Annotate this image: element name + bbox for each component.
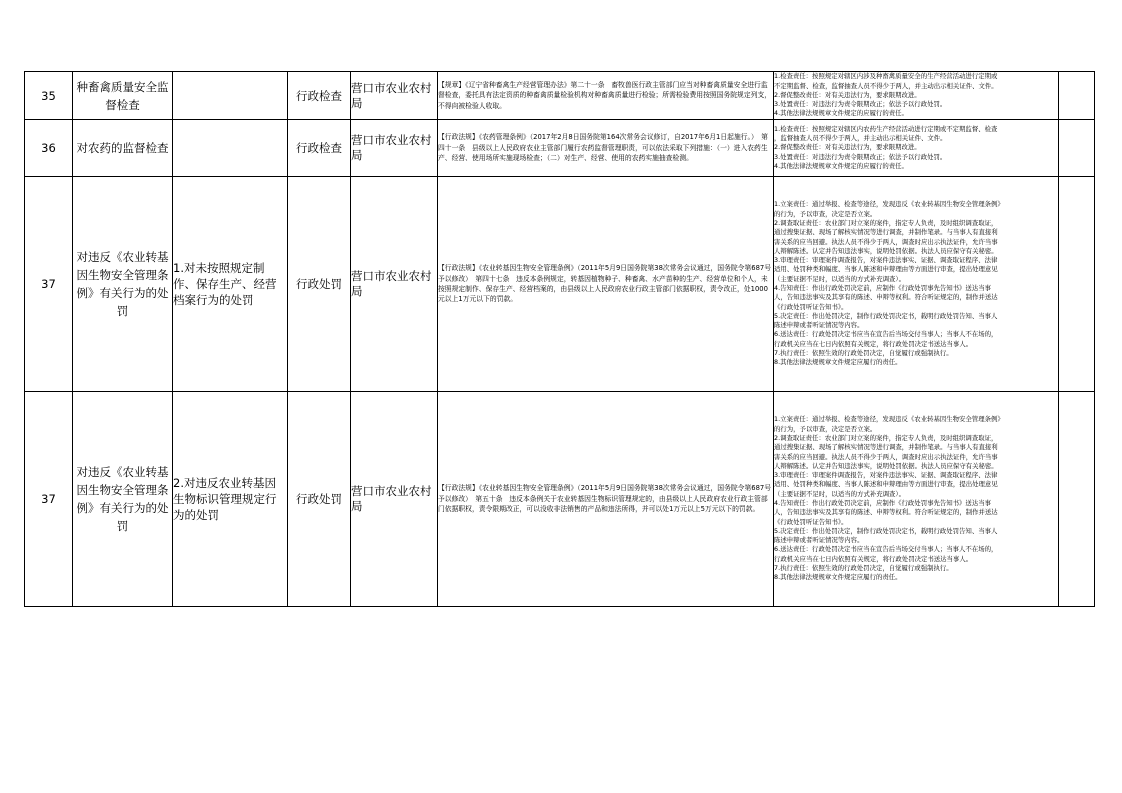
responsibility-item: 2.调查取证责任：农业部门对立案的案件，指定专人负责，及时组织调查取证，	[774, 218, 998, 227]
responsibility-item: 人辩解陈述。认定并告知违法事实，说明处罚依据。执法人员应保守有关秘密。	[774, 246, 998, 255]
item-type: 行政检查	[288, 72, 351, 120]
remarks-cell	[1059, 72, 1095, 120]
item-type: 行政检查	[288, 120, 351, 177]
responsibility-item: 4.告知责任：作出行政处罚决定前，应制作《行政处罚事先告知书》送达当事	[774, 284, 991, 292]
responsibility-item: 不定期监督、检查，监督抽查人员不得少于两人，并主动出示相关证件、文件。	[774, 81, 998, 90]
department: 营口市农业农村局	[351, 177, 438, 392]
responsibility-item: （主要证据不足时，以适当的方式补充调查）。	[774, 274, 906, 283]
item-name: 对违反《农业转基因生物安全管理条例》有关行为的处罚	[73, 392, 173, 607]
responsibility-item: 5.决定责任：作出处罚决定，制作行政处罚决定书，载明行政处罚告知、当事人	[774, 526, 998, 535]
responsibility-item: 2.督促整改责任：对有关违法行为，要求限期改进。	[774, 143, 921, 152]
department: 营口市农业农村局	[351, 120, 438, 177]
responsibility-item: 6.送达责任：行政处罚决定书应当在宣告后当场交付当事人；当事人不在场的，	[774, 330, 998, 339]
responsibility-item: 陈述申辩或者听证情况等内容。	[774, 536, 864, 545]
responsibility-item: 适用、处罚种类和幅度、当事人陈述和申辩理由等方面进行审查，提出处理意见	[774, 480, 998, 489]
responsibility-item: 人，告知违法事实及其享有的陈述、申辩等权利。符合听证规定的，制作并送达	[774, 508, 998, 517]
item-name: 种畜禽质量安全监督检查	[73, 72, 173, 120]
responsibility-item: 2.调查取证责任：农业部门对立案的案件，指定专人负责，及时组织调查取证，	[774, 433, 998, 442]
legal-basis: 【行政法规】《农药管理条例》（2017年2月8日国务院第164次常务会议修订，自2017年6月1日起施行。） 第四十一条 县级以上人民政府农业主管部门履行农药监督管理职责，可以依法采取下列措施：（一）进入农药生产、经营、使用场所实施现场检查；（二）对生产、经营、使用的农药实施抽查检测。	[438, 120, 774, 177]
remarks-cell	[1059, 177, 1095, 392]
responsibility-item: 行政机关应当在七日内依照有关规定，将行政处罚决定书送达当事人。	[774, 554, 973, 563]
responsibility-table	[24, 71, 1095, 607]
responsibility-item: 3.审理责任：审理案件调查报告，对案件违法事实、证据、调查取证程序、法律	[774, 256, 998, 265]
table-row	[25, 72, 1095, 120]
responsibility-item: 7.执行责任：依照生效的行政处罚决定，自觉履行或强制执行。	[774, 349, 953, 358]
responsibility-item: 4.告知责任：作出行政处罚决定前，应制作《行政处罚事先告知书》送达当事	[774, 499, 991, 507]
responsibility-item: 5.决定责任：作出处罚决定，制作行政处罚决定书，载明行政处罚告知、当事人	[774, 311, 998, 320]
responsibility-item: 害关系的应当回避。执法人员不得少于两人，调查时应出示执法证件，允许当事	[774, 237, 998, 246]
row-number: 35	[25, 72, 73, 120]
responsibility-item: 《行政处罚听证告知书》。	[774, 517, 848, 526]
responsibility-item: 人，告知违法事实及其享有的陈述、申辩等权利。符合听证规定的，制作并送达	[774, 293, 998, 302]
remarks-cell	[1059, 392, 1095, 607]
responsibility-list	[774, 120, 1059, 177]
responsibility-item: 4.其他法律法规规章文件规定的应履行的责任。	[774, 161, 908, 170]
row-number: 37	[25, 177, 73, 392]
row-number: 37	[25, 392, 73, 607]
item-type: 行政处罚	[288, 392, 351, 607]
sub-item: 2.对违反农业转基因生物标识管理规定行为的处罚	[173, 392, 288, 607]
legal-basis: 【规章】《辽宁省种畜禽生产经营管理办法》第二十一条 畜牧兽医行政主管部门应当对种畜禽质量安全进行监督检查，委托具有法定资质的种畜禽质量检验机构对种畜禽质量进行检验；所需检验费用按照国务院规定列支，不得向被检验人收取。	[438, 72, 774, 120]
responsibility-item: （主要证据不足时，以适当的方式补充调查）。	[774, 489, 906, 498]
item-name: 对违反《农业转基因生物安全管理条例》有关行为的处罚	[73, 177, 173, 392]
remarks-cell	[1059, 120, 1095, 177]
responsibility-item: ，监督抽查人员不得少于两人，并主动出示相关证件、文件。	[774, 134, 947, 143]
responsibility-item: 通过搜集证据、现场了解核实情况等进行调查，并制作笔录。与当事人有直接利	[774, 443, 998, 452]
responsibility-item: 行政机关应当在七日内依照有关规定，将行政处罚决定书送达当事人。	[774, 339, 973, 348]
table-row	[25, 177, 1095, 392]
legal-basis: 【行政法规】《农业转基因生物安全管理条例》（2011年5月9日国务院第38次常务会议通过，国务院令第687号予以修改） 第五十条 违反本条例关于农业转基因生物标识管理规定的，由县级以上人民政府农业行政主管部门依据职权，责令限期改正，可以没收非法销售的产品和违法所得，并可以处1万元以上5万元以下的罚款。	[438, 392, 774, 607]
table-row	[25, 392, 1095, 607]
responsibility-item: 人辩解陈述。认定并告知违法事实，说明处罚依据。执法人员应保守有关秘密。	[774, 461, 998, 470]
department: 营口市农业农村局	[351, 392, 438, 607]
responsibility-item: 8.其他法律法规规章文件规定应履行的责任。	[774, 358, 902, 367]
sub-item	[173, 120, 288, 177]
responsibility-list	[774, 72, 1059, 120]
responsibility-list	[774, 392, 1059, 607]
responsibility-item: 3.审理责任：审理案件调查报告，对案件违法事实、证据、调查取证程序、法律	[774, 471, 998, 480]
table-row	[25, 120, 1095, 177]
responsibility-item: 4.其他法律法规规章文件规定的应履行的责任。	[774, 109, 908, 118]
responsibility-item: 通过搜集证据、现场了解核实情况等进行调查，并制作笔录。与当事人有直接利	[774, 228, 998, 237]
responsibility-item: 适用、处罚种类和幅度、当事人陈述和申辩理由等方面进行审查，提出处理意见	[774, 265, 998, 274]
item-type: 行政处罚	[288, 177, 351, 392]
legal-basis: 【行政法规】《农业转基因生物安全管理条例》（2011年5月9日国务院第38次常务会议通过，国务院令第687号予以修改） 第四十七条 违反本条例规定，转基因植物种子、种畜禽、水产苗种的生产、经营单位和个人，未按照规定制作、保存生产、经营档案的，由县级以上人民政府农业行政主管部门依据职权，责令改正，处1000元以上1万元以下的罚款。	[438, 177, 774, 392]
responsibility-item: 的行为，予以审查，决定是否立案。	[774, 424, 877, 433]
department: 营口市农业农村局	[351, 72, 438, 120]
responsibility-item: 《行政处罚听证告知书》。	[774, 302, 848, 311]
responsibility-item: 的行为，予以审查，决定是否立案。	[774, 209, 877, 218]
sub-item	[173, 72, 288, 120]
responsibility-item: 3.处置责任：对违法行为责令限期改正；依法予以行政处罚。	[774, 100, 947, 109]
responsibility-item: 1.立案责任：通过举报、检查等途径，发现违反《农业转基因生物安全管理条例》	[774, 415, 1004, 424]
responsibility-item: 8.其他法律法规规章文件规定应履行的责任。	[774, 573, 902, 582]
row-number: 36	[25, 120, 73, 177]
responsibility-item: 1.检查责任：按照规定对辖区内涉及种畜禽质量安全的生产经营活动进行定期或	[774, 72, 998, 81]
responsibility-item: 7.执行责任：依照生效的行政处罚决定，自觉履行或强制执行。	[774, 564, 953, 573]
sub-item: 1.对未按照规定制作、保存生产、经营档案行为的处罚	[173, 177, 288, 392]
responsibility-item: 害关系的应当回避。执法人员不得少于两人，调查时应出示执法证件，允许当事	[774, 452, 998, 461]
responsibility-item: 6.送达责任：行政处罚决定书应当在宣告后当场交付当事人；当事人不在场的，	[774, 545, 998, 554]
responsibility-item: 1.立案责任：通过举报、检查等途径，发现违反《农业转基因生物安全管理条例》	[774, 200, 1004, 209]
responsibility-item: 1.检查责任：按照规定对辖区内农药生产经营活动进行定期或不定期监督、检查	[774, 124, 998, 133]
responsibility-list	[774, 177, 1059, 392]
responsibility-item: 陈述申辩或者听证情况等内容。	[774, 321, 864, 330]
item-name: 对农药的监督检查	[73, 120, 173, 177]
responsibility-item: 3.处置责任：对违法行为责令限期改正；依法予以行政处罚。	[774, 152, 947, 161]
responsibility-item: 2.督促整改责任：对有关违法行为，要求限期改进。	[774, 90, 921, 99]
